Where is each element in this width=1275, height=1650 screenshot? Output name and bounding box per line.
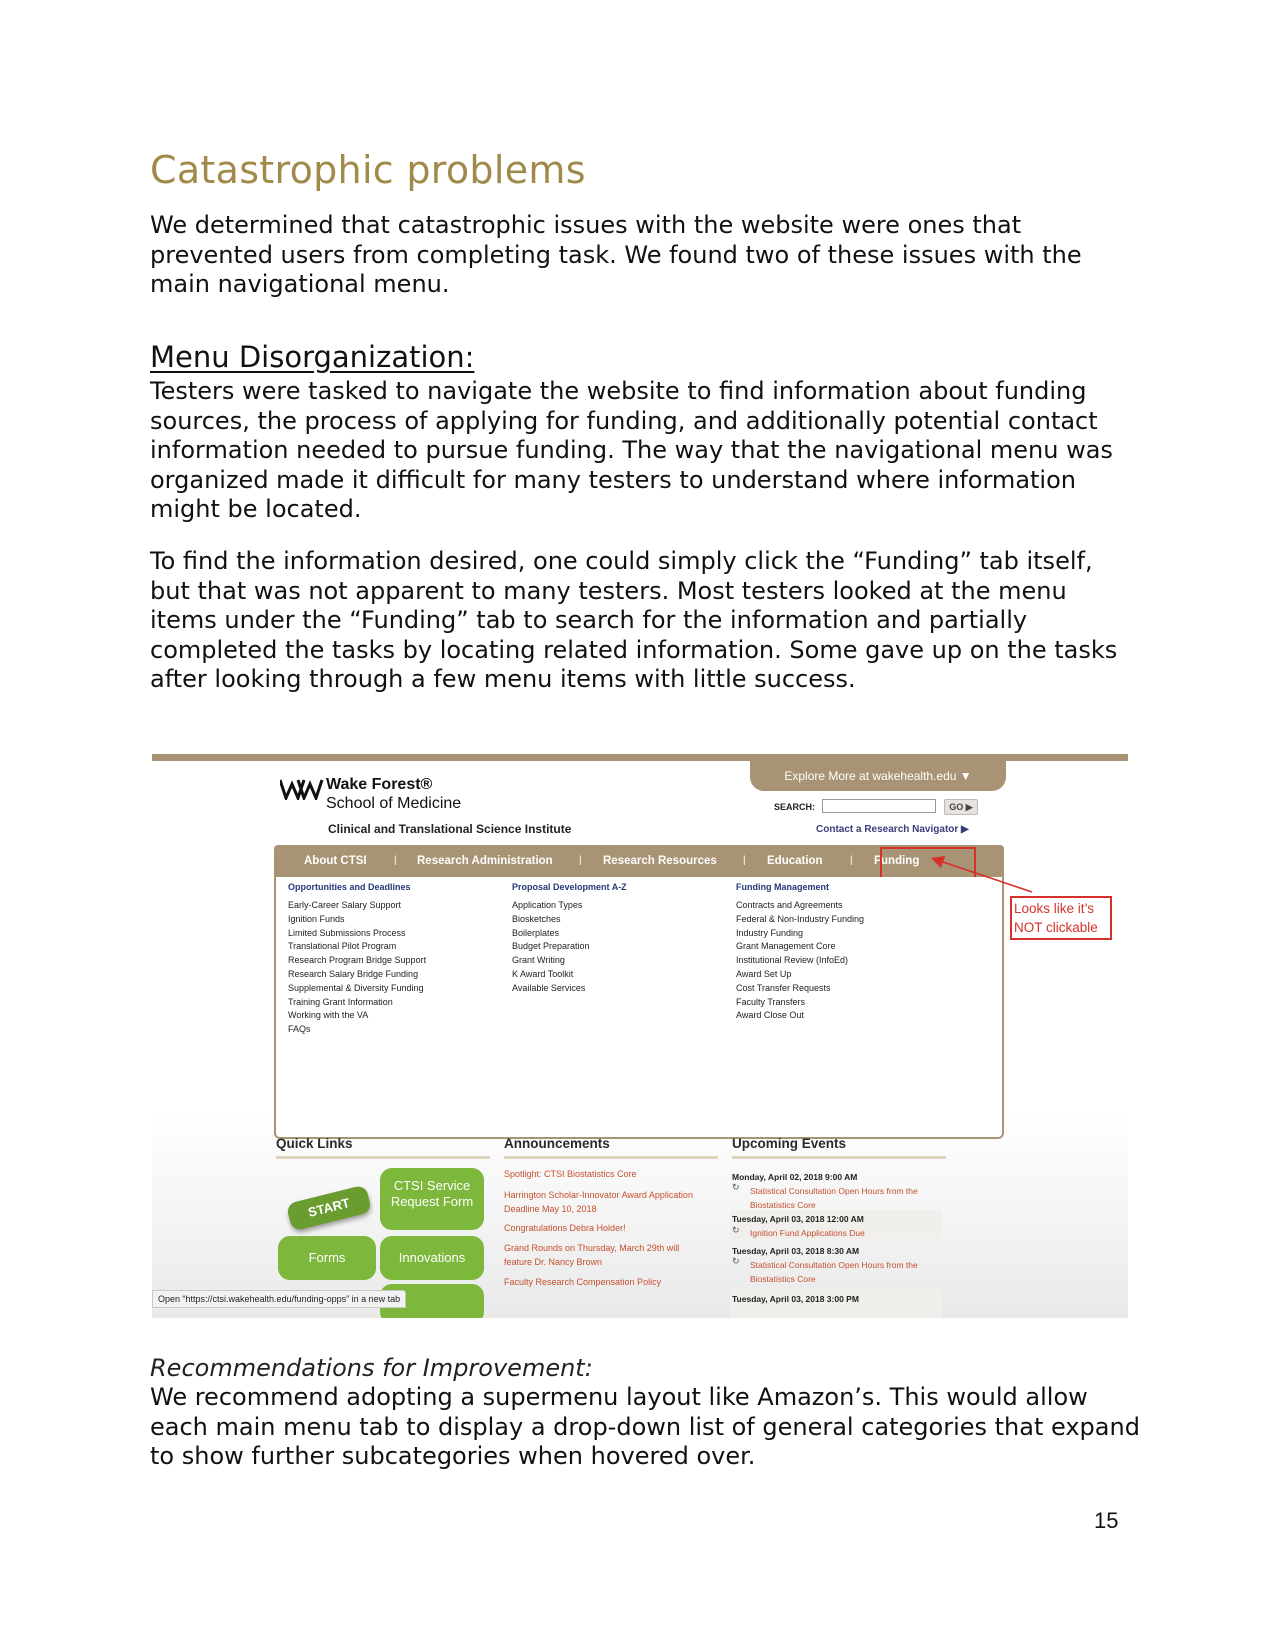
dropdown-menu-item[interactable]: K Award Toolkit <box>512 968 574 979</box>
announcement-item[interactable]: Faculty Research Compensation Policy <box>504 1277 662 1287</box>
dropdown-menu-item[interactable]: Faculty Transfers <box>736 996 806 1007</box>
dropdown-menu-item[interactable]: Research Salary Bridge Funding <box>288 968 419 979</box>
dropdown-menu-item[interactable]: Boilerplates <box>512 927 560 938</box>
dropdown-menu-item[interactable]: Cost Transfer Requests <box>736 982 831 993</box>
top-bar <box>152 754 1128 761</box>
innovations-button[interactable]: Innovations <box>380 1236 484 1280</box>
annotation-line-2: NOT clickable <box>1014 920 1098 935</box>
browser-status-bar: Open “https://ctsi.wakehealth.edu/funding-opps” in a new tab <box>152 1290 406 1308</box>
event-date: Tuesday, April 03, 2018 8:30 AM <box>732 1246 860 1256</box>
quick-links-heading: Quick Links <box>276 1136 353 1151</box>
nav-separator: | <box>850 855 853 866</box>
dropdown-menu-item[interactable]: Training Grant Information <box>288 996 393 1007</box>
page-number: 15 <box>1094 1508 1119 1533</box>
dropdown-menu-item[interactable]: Limited Submissions Process <box>288 927 406 938</box>
ctsi-button-line-2: Request Form <box>390 1194 474 1209</box>
dropdown-menu-item[interactable]: Translational Pilot Program <box>288 941 397 952</box>
ctsi-service-request-button[interactable] <box>380 1168 484 1230</box>
dropdown-menu-item[interactable]: Contracts and Agreements <box>736 900 843 910</box>
dropdown-column-funding-management <box>736 882 864 1023</box>
section-heading-menu-disorganization: Menu Disorganization: <box>150 340 475 374</box>
dropdown-menu-item[interactable]: Grant Writing <box>512 955 565 966</box>
announcement-item[interactable]: Grand Rounds on Thursday, March 29th will feature Dr. Nancy Brown <box>504 1243 680 1267</box>
nav-separator: | <box>579 855 582 866</box>
funding-highlight-box <box>880 847 976 881</box>
dropdown-column-proposal-development <box>512 882 627 996</box>
dropdown-menu-item[interactable]: Budget Preparation <box>512 941 590 952</box>
website-screenshot <box>152 754 1128 1318</box>
event-title[interactable]: Statistical Consultation Open Hours from the Biostatistics Core <box>750 1260 918 1284</box>
intro-paragraph: We determined that catastrophic issues with the website were ones that prevented users from completing task. We found two of these issues with the main navigational menu. <box>150 211 1082 298</box>
event-title[interactable]: Statistical Consultation Open Hours from the Biostatistics Core <box>750 1186 918 1210</box>
upcoming-events-heading: Upcoming Events <box>732 1136 847 1151</box>
dropdown-menu-item[interactable]: Ignition Funds <box>288 913 345 924</box>
announcements-heading: Announcements <box>504 1136 610 1151</box>
dropdown-column-heading[interactable]: Proposal Development A-Z <box>512 882 627 892</box>
institute-name: Clinical and Translational Science Institute <box>328 822 572 836</box>
forms-button[interactable]: Forms <box>278 1236 376 1280</box>
page-title: Catastrophic problems <box>150 148 586 192</box>
dropdown-menu-item[interactable]: Award Set Up <box>736 968 792 979</box>
annotation-callout <box>1010 896 1112 940</box>
event-date: Tuesday, April 03, 2018 12:00 AM <box>732 1214 864 1224</box>
divider <box>732 1156 946 1159</box>
divider <box>504 1156 718 1159</box>
contact-navigator-link[interactable]: Contact a Research Navigator ▶ <box>816 824 969 835</box>
nav-tab-funding[interactable]: Funding <box>874 855 920 867</box>
announcement-item[interactable]: Congratulations Debra Holder! <box>504 1223 626 1233</box>
dropdown-menu-item[interactable]: Research Program Bridge Support <box>288 955 427 966</box>
search-input[interactable] <box>822 799 936 813</box>
dropdown-menu-item[interactable]: Institutional Review (InfoEd) <box>736 955 849 966</box>
divider <box>276 1156 490 1159</box>
dropdown-column-opportunities <box>288 882 426 1037</box>
logo-subtitle: School of Medicine <box>326 795 462 812</box>
ctsi-button-line-1: CTSI Service <box>393 1178 471 1193</box>
dropdown-column-heading[interactable]: Opportunities and Deadlines <box>288 882 411 892</box>
recommendations-paragraph: We recommend adopting a supermenu layout like Amazon’s. This would allow each main menu tab to display a drop-down list of general categories that expand to show further subcategories when hovered over. <box>150 1383 1140 1470</box>
dropdown-menu-item[interactable]: Application Types <box>512 900 583 910</box>
event-title[interactable]: Ignition Fund Applications Due <box>750 1228 865 1238</box>
nav-tab-research-administration[interactable]: Research Administration <box>417 855 553 867</box>
nav-tab-education[interactable]: Education <box>767 855 823 867</box>
start-button[interactable]: START <box>286 1184 372 1231</box>
dropdown-menu-item[interactable]: Federal & Non-Industry Funding <box>736 913 865 924</box>
dropdown-column-heading[interactable]: Funding Management <box>736 882 829 892</box>
annotation-line-1: Looks like it’s <box>1014 901 1095 916</box>
wake-forest-logo-icon <box>280 778 326 800</box>
dropdown-menu-item[interactable]: Working with the VA <box>288 1010 369 1021</box>
dropdown-menu-item[interactable]: Available Services <box>512 982 586 993</box>
event-date: Monday, April 02, 2018 9:00 AM <box>732 1172 858 1182</box>
search-label: SEARCH: <box>774 802 816 812</box>
refresh-icon: ↻ <box>732 1256 740 1266</box>
nav-separator: | <box>394 855 397 866</box>
event-date: Tuesday, April 03, 2018 3:00 PM <box>732 1294 859 1304</box>
search-go-button[interactable]: GO ▶ <box>944 799 978 815</box>
dropdown-menu-item[interactable]: FAQs <box>288 1024 311 1035</box>
refresh-icon: ↻ <box>732 1182 740 1192</box>
recommendations-heading: Recommendations for Improvement: <box>150 1354 593 1382</box>
nav-tab-research-resources[interactable]: Research Resources <box>603 855 717 867</box>
body-paragraph-1: Testers were tasked to navigate the website to find information about funding sources, the process of applying for funding, and additionally potential contact information needed to pursue funding. The way that the navigational menu was organized made it difficult for many testers to understand where information might be located. <box>150 377 1113 523</box>
dropdown-menu-item[interactable]: Award Close Out <box>736 1010 804 1021</box>
dropdown-menu-item[interactable]: Grant Management Core <box>736 941 836 952</box>
dropdown-menu-item[interactable]: Supplemental & Diversity Funding <box>288 982 424 993</box>
announcement-item[interactable]: Spotlight: CTSI Biostatistics Core <box>504 1169 637 1179</box>
nav-separator: | <box>743 855 746 866</box>
dropdown-menu-item[interactable]: Industry Funding <box>736 927 804 938</box>
nav-tab-about-ctsi[interactable]: About CTSI <box>304 855 367 867</box>
logo-title: Wake Forest® <box>326 776 433 793</box>
body-paragraph-2: To find the information desired, one could simply click the “Funding” tab itself, but that was not apparent to many testers. Most testers looked at the menu items under the “Funding” tab to search for the information and partially completed the tasks by locating related information. Some gave up on the tasks after looking through a few menu items with little success. <box>150 547 1118 693</box>
explore-more-link[interactable]: Explore More at wakehealth.edu ▼ <box>750 761 1006 791</box>
dropdown-menu-item[interactable]: Biosketches <box>512 913 561 924</box>
dropdown-menu-item[interactable]: Early-Career Salary Support <box>288 900 402 910</box>
announcement-item[interactable]: Harrington Scholar-Innovator Award Application Deadline May 10, 2018 <box>504 1190 693 1214</box>
refresh-icon: ↻ <box>732 1225 740 1235</box>
